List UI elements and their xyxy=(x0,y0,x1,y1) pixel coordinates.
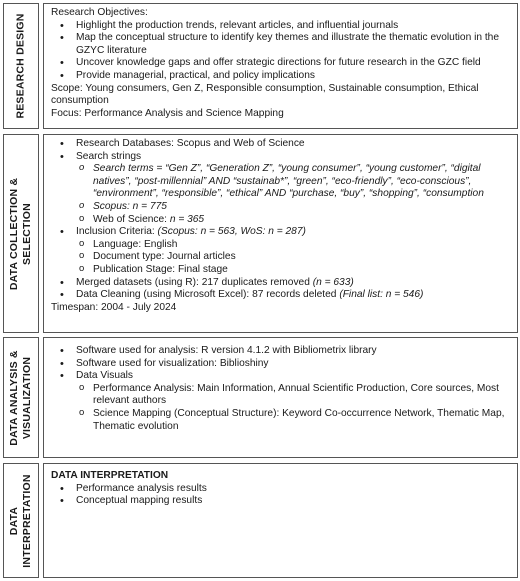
label-line: VISUALIZATION xyxy=(21,356,33,439)
interpretation-item: • Conceptual mapping results xyxy=(51,495,511,508)
wos-count: n = 365 xyxy=(169,213,205,225)
inclusion-item xyxy=(51,226,511,276)
inclusion-label: Inclusion Criteria: xyxy=(76,226,158,238)
search-strings-item xyxy=(51,151,511,227)
visuals-sublist xyxy=(76,383,511,433)
collection-list xyxy=(51,138,511,302)
visuals-label: Data Visuals xyxy=(76,370,134,382)
visual-item: o Science Mapping (Conceptual Structure): Keyword Co-occurrence Network, Thematic Map, Thematic evolution xyxy=(76,408,511,433)
objectives-heading: Research Objectives: xyxy=(51,7,148,18)
research-design-label: RESEARCH DESIGN xyxy=(14,13,27,119)
search-terms-item: o Search terms = “Gen Z”, “Generation Z”, “young consumer”, “young customer”, “digital natives”, “post-millennial” AND “sustainab*”, “green”, “eco-friendly”, “eco-conscious”, “environment”, “responsible”, “ethical” AND “purchase, “buy”, “shopping”, “consumption xyxy=(76,163,511,201)
scope-text: Scope: Young consumers, Gen Z, Responsible consumption, Sustainable consumption, Ethical consumption xyxy=(51,82,479,107)
visual-item: o Performance Analysis: Main Information, Annual Scientific Production, Core sources, Most relevant authors xyxy=(76,383,511,408)
inclusion-sublist xyxy=(76,239,511,277)
visuals-item xyxy=(51,370,511,433)
data-interpretation-box xyxy=(43,463,518,578)
analysis-software-item: • Software used for analysis: R version 4.1.2 with Bibliometrix library xyxy=(51,345,511,358)
wos-count-item xyxy=(76,214,511,227)
data-interpretation-label xyxy=(8,474,34,567)
interpretation-heading: DATA INTERPRETATION xyxy=(51,470,169,481)
merged-text: Merged datasets (using R): 217 duplicates removed xyxy=(76,276,313,288)
data-interpretation-row xyxy=(3,463,518,578)
data-collection-box xyxy=(43,134,518,333)
merged-item xyxy=(51,277,511,290)
inclusion-criterion: o Language: English xyxy=(76,239,511,252)
focus-text: Focus: Performance Analysis and Science Mapping xyxy=(51,107,284,119)
data-interpretation-label-box xyxy=(3,463,39,578)
label-line: INTERPRETATION xyxy=(21,473,33,568)
objectives-list xyxy=(51,20,511,83)
cleaning-item xyxy=(51,289,511,302)
analysis-list xyxy=(51,345,511,433)
search-sublist xyxy=(76,163,511,226)
label-line: DATA ANALYSIS & xyxy=(8,349,20,446)
objective-item: • Map the conceptual structure to identify key themes and illustrate the thematic evolution in the GZYC literature xyxy=(51,32,511,57)
research-design-row xyxy=(3,3,518,129)
inclusion-criterion: o Publication Stage: Final stage xyxy=(76,264,511,277)
data-collection-label-box xyxy=(3,134,39,333)
timespan-text: Timespan: 2004 - July 2024 xyxy=(51,301,177,313)
label-line: SELECTION xyxy=(21,202,33,265)
inclusion-criterion: o Document type: Journal articles xyxy=(76,251,511,264)
scopus-count-item: o Scopus: n = 775 xyxy=(76,201,511,214)
data-analysis-label xyxy=(8,350,34,445)
data-collection-label xyxy=(8,177,34,289)
objective-item: • Uncover knowledge gaps and offer strategic directions for future research in the GZC field xyxy=(51,57,511,70)
objective-item: • Highlight the production trends, relevant articles, and influential journals xyxy=(51,20,511,33)
label-line: DATA COLLECTION & xyxy=(8,177,20,290)
data-analysis-box xyxy=(43,337,518,458)
data-collection-row xyxy=(3,134,518,333)
data-analysis-row xyxy=(3,337,518,458)
cleaning-count: (Final list: n = 546) xyxy=(339,289,424,301)
inclusion-values: (Scopus: n = 563, WoS: n = 287) xyxy=(157,226,306,238)
wos-label: Web of Science: xyxy=(93,213,170,225)
cleaning-text: Data Cleaning (using Microsoft Excel): 87 records deleted xyxy=(76,289,340,301)
research-design-label-box xyxy=(3,3,39,129)
label-line: DATA xyxy=(8,506,20,535)
interpretation-list xyxy=(51,483,511,508)
search-strings-label: Search strings xyxy=(76,150,142,162)
databases-item: • Research Databases: Scopus and Web of Science xyxy=(51,138,511,151)
interpretation-item: • Performance analysis results xyxy=(51,483,511,496)
merged-count: (n = 633) xyxy=(312,276,354,288)
data-analysis-label-box xyxy=(3,337,39,458)
viz-software-item: • Software used for visualization: Biblioshiny xyxy=(51,358,511,371)
objective-item: • Provide managerial, practical, and policy implications xyxy=(51,70,511,83)
research-design-box xyxy=(43,3,518,129)
